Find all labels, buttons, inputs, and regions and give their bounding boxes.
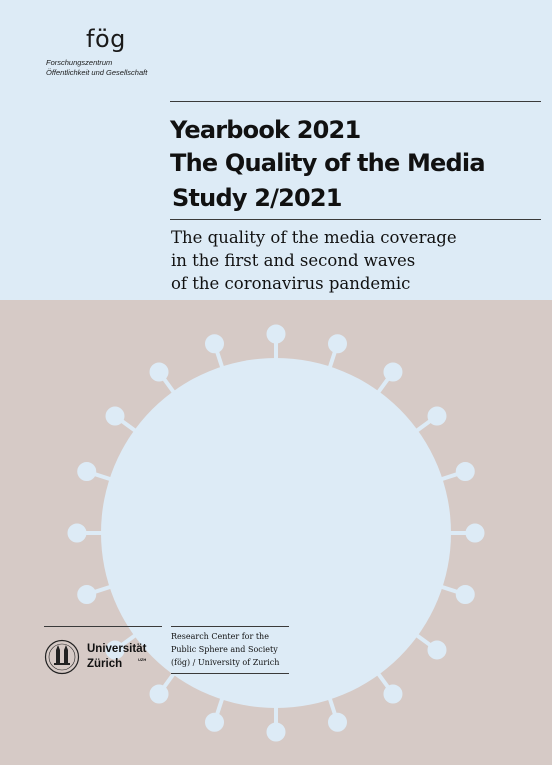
fog-logo: fög <box>86 25 126 53</box>
virus-spike-knob <box>78 463 96 481</box>
subtitle-line1: The quality of the media coverage <box>171 228 457 247</box>
title-line2: The Quality of the Media <box>170 149 485 177</box>
university-name-line2: Zürich <box>87 658 123 670</box>
virus-spike-knob <box>384 685 402 703</box>
virus-spike-knob <box>428 641 446 659</box>
virus-spike-knob <box>267 325 285 343</box>
subtitle-line2: in the first and second waves <box>171 251 416 270</box>
virus-spike-knob <box>456 585 474 603</box>
virus-spike-knob <box>466 524 484 542</box>
university-tag: UZH <box>138 657 147 662</box>
research-center-line1: Research Center for the <box>171 632 269 641</box>
research-center-line2: Public Sphere and Society <box>171 645 278 654</box>
virus-spike-knob <box>384 363 402 381</box>
university-name-line1: Universität <box>87 643 147 655</box>
title-top-rule <box>170 101 541 102</box>
virus-spike-knob <box>206 713 224 731</box>
research-center-line3: (fög) / University of Zurich <box>171 658 280 667</box>
university-seal-icon <box>44 639 80 675</box>
logo-subtitle-line1: Forschungszentrum <box>46 58 113 67</box>
university-top-rule <box>44 626 162 627</box>
title-line3: Study 2/2021 <box>172 184 342 212</box>
subtitle-line3: of the coronavirus pandemic <box>171 274 411 293</box>
research-center-bottom-rule <box>171 673 289 674</box>
title-line1: Yearbook 2021 <box>170 116 361 144</box>
virus-spike-knob <box>206 335 224 353</box>
virus-spike-knob <box>106 407 124 425</box>
virus-spike-knob <box>428 407 446 425</box>
virus-spike-knob <box>267 723 285 741</box>
title-bottom-rule <box>170 219 541 220</box>
virus-spike-knob <box>328 713 346 731</box>
logo-subtitle-line2: Öffentlichkeit und Gesellschaft <box>46 68 148 77</box>
virus-spike-knob <box>150 685 168 703</box>
virus-spike-knob <box>456 463 474 481</box>
virus-spike-knob <box>328 335 346 353</box>
virus-spike-knob <box>78 585 96 603</box>
virus-spike-knob <box>68 524 86 542</box>
research-center-top-rule <box>171 626 289 627</box>
virus-spike-knob <box>150 363 168 381</box>
